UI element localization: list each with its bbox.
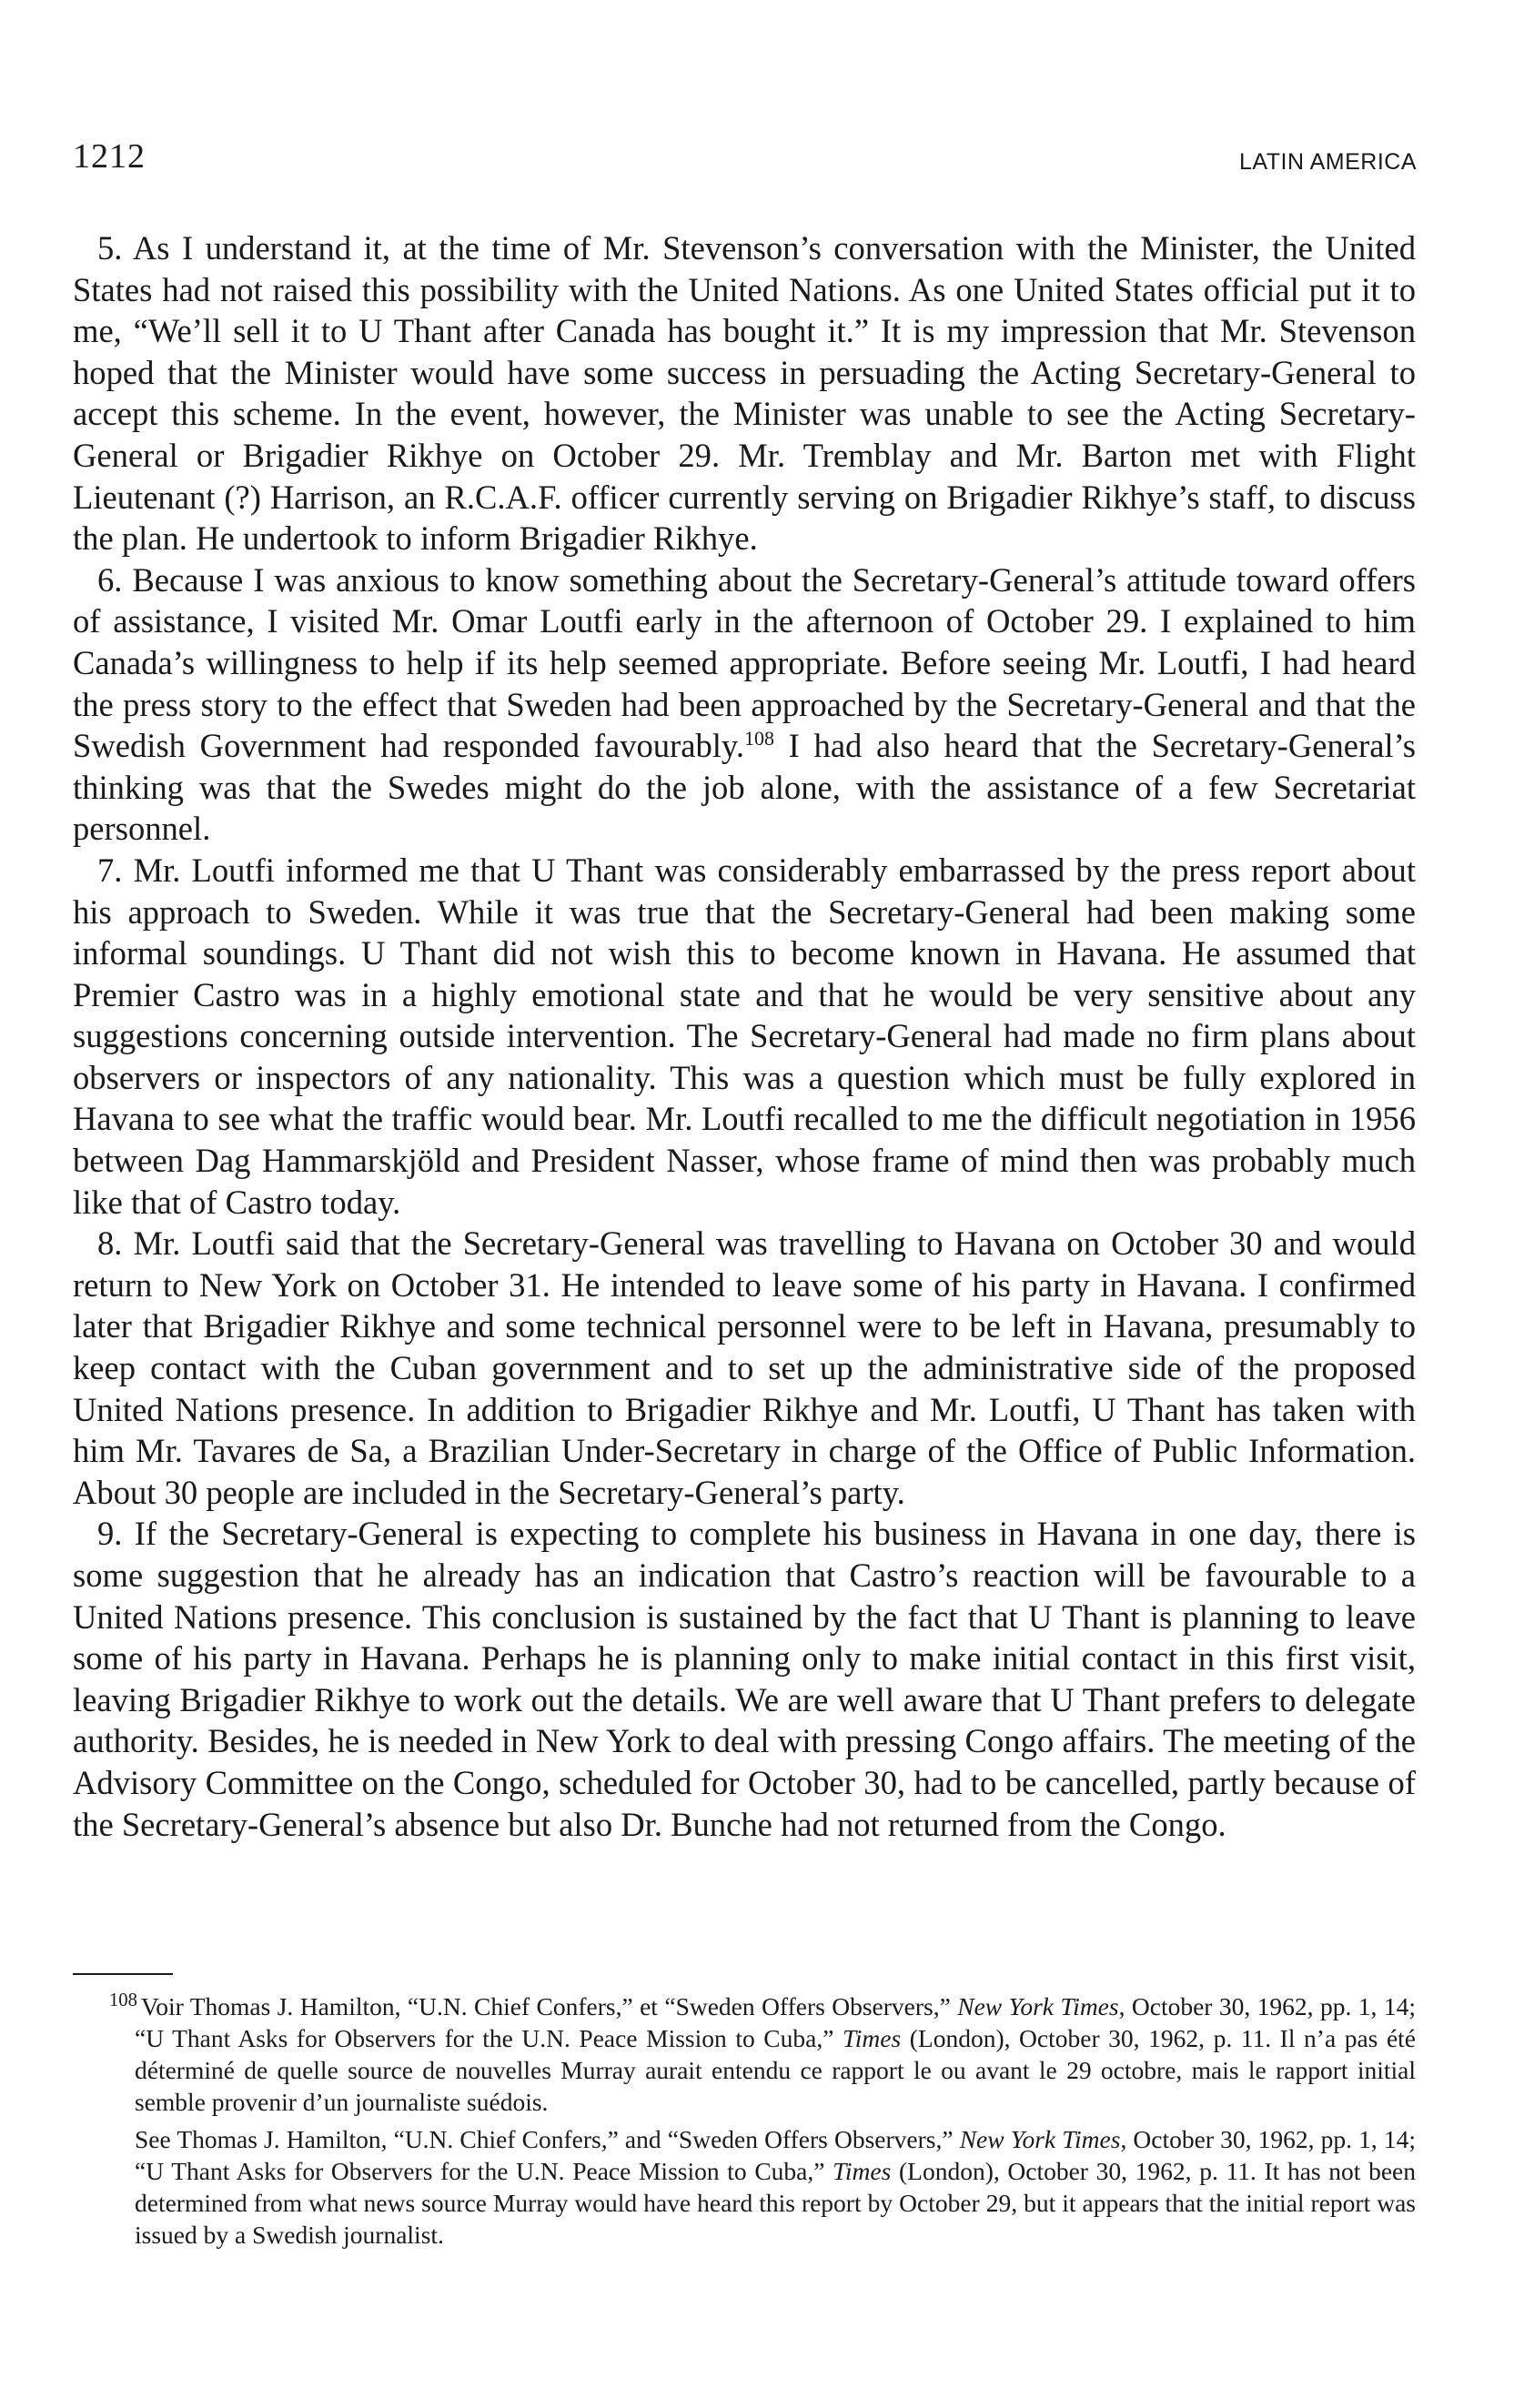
paragraph-6-text-end: I had also heard that the Secretary-General’s thinking was that the Swedes might do the job alone, with the assistance of a few Secretariat personnel. — [73, 727, 1416, 848]
paragraph-8: 8. Mr. Loutfi said that the Secretary-General was travelling to Havana on October 30 and would return to New York on October 31. He intended to leave some of his party in Havana. I confirmed later that Brigadier Rikhye and some technical personnel were to be left in Havana, presumably to keep contact with the Cuban government and to set up the administrative side of the proposed United Nations presence. In addition to Brigadier Rikhye and Mr. Loutfi, U Thant has taken with him Mr. Tavares de Sa, a Brazilian Under-Secretary in charge of the Office of Public Information. About 30 people are included in the Secretary-General’s party. — [73, 1224, 1416, 1511]
running-head: LATIN AMERICA — [1239, 149, 1417, 175]
footnote-108-french — [109, 1990, 1416, 2118]
footnote-publication: Times — [833, 2157, 892, 2185]
footnote-reference-108[interactable]: 108 — [744, 726, 774, 750]
paragraph-9: 9. If the Secretary-General is expecting to complete his business in Havana in one day, there is some suggestion that he already has an indication that Castro’s reaction will be favourable to a United Nations presence. This conclusion is sustained by the fact that U Thant is planning to leave some of his party in Havana. Perhaps he is planning only to make initial contact in this first visit, leaving Brigadier Rikhye to work out the details. We are well aware that U Thant prefers to delegate authority. Besides, he is needed in New York to deal with pressing Congo affairs. The meeting of the Advisory Committee on the Congo, scheduled for October 30, had to be cancelled, partly because of the Secretary-General’s absence but also Dr. Bunche had not returned from the Congo. — [73, 1515, 1416, 1843]
footnote-text: (London), October 30, 1962, p. 11. Il n’a pas été déterminé de quelle source de nouvelles Murray aurait entendu ce rapport le ou avant le 29 octobre, mais le rapport initial semble provenir d’un journaliste suédois. — [135, 2024, 1416, 2116]
footnote-divider — [73, 1973, 173, 1975]
footnote-108-english — [135, 2123, 1416, 2251]
footnote-text: Voir Thomas J. Hamilton, “U.N. Chief Confers,” et “Sweden Offers Observers,” — [140, 1992, 958, 2020]
paragraph-7: 7. Mr. Loutfi informed me that U Thant was considerably embarrassed by the press report about his approach to Sweden. While it was true that the Secretary-General had been making some informal soundings. U Thant did not wish this to become known in Havana. He assumed that Premier Castro was in a highly emotional state and that he would be very sensitive about any suggestions concerning outside intervention. The Secretary-General had made no firm plans about observers or inspectors of any nationality. This was a question which must be fully explored in Havana to see what the traffic would bear. Mr. Loutfi recalled to me the difficult negotiation in 1956 between Dag Hammarskjöld and President Nasser, whose frame of mind then was probably much like that of Castro today. — [73, 851, 1416, 1221]
paragraph-6 — [73, 559, 1416, 850]
page-number: 1212 — [73, 137, 146, 176]
paragraph-5: 5. As I understand it, at the time of Mr. Stevenson’s conversation with the Minister, the United States had not raised this possibility with the United Nations. As one United States official put it to me, “We’ll sell it to U Thant after Canada has bought it.” It is my impression that Mr. Stevenson hoped that the Minister would have some success in persuading the Acting Secretary-General to accept this scheme. In the event, however, the Minister was unable to see the Acting Secretary-General or Brigadier Rikhye on October 29. Mr. Tremblay and Mr. Barton met with Flight Lieutenant (?) Harrison, an R.C.A.F. officer currently serving on Brigadier Rikhye’s staff, to discuss the plan. He undertook to inform Brigadier Rikhye. — [73, 229, 1416, 558]
body-text — [73, 227, 1416, 1845]
footnote-number: 108 — [109, 1990, 137, 2010]
footnote-publication: New York Times — [959, 2125, 1121, 2153]
footnote-publication: New York Times — [957, 1992, 1119, 2020]
footnote-text: , October 30, 1962, pp. 1, 14; “U Thant Asks for Observers for the U.N. Peace Mission to Cuba,” — [135, 2125, 1416, 2185]
footnote-publication: Times — [842, 2024, 902, 2052]
paragraph-6-text-start: 6. Because I was anxious to know something about the Secretary-General’s attitude toward offers of assistance, I visited Mr. Omar Loutfi early in the afternoon of October 29. I explained to him Canada’s willingness to help if its help seemed appropriate. Before seeing Mr. Loutfi, I had heard the press story to the effect that Sweden had been approached by the Secretary-General and that the Swedish Government had responded favourably. — [73, 560, 1416, 765]
footnote-text: (London), October 30, 1962, p. 11. It has not been determined from what news source Murray would have heard this report by October 29, but it appears that the initial report was issued by a Swedish journalist. — [135, 2157, 1417, 2249]
footnote-text: See Thomas J. Hamilton, “U.N. Chief Confers,” and “Sweden Offers Observers,” — [135, 2125, 960, 2153]
footnote-text: , October 30, 1962, pp. 1, 14; “U Thant Asks for Observers for the U.N. Peace Mission to Cuba,” — [135, 1992, 1416, 2052]
footnotes — [109, 1990, 1417, 2256]
